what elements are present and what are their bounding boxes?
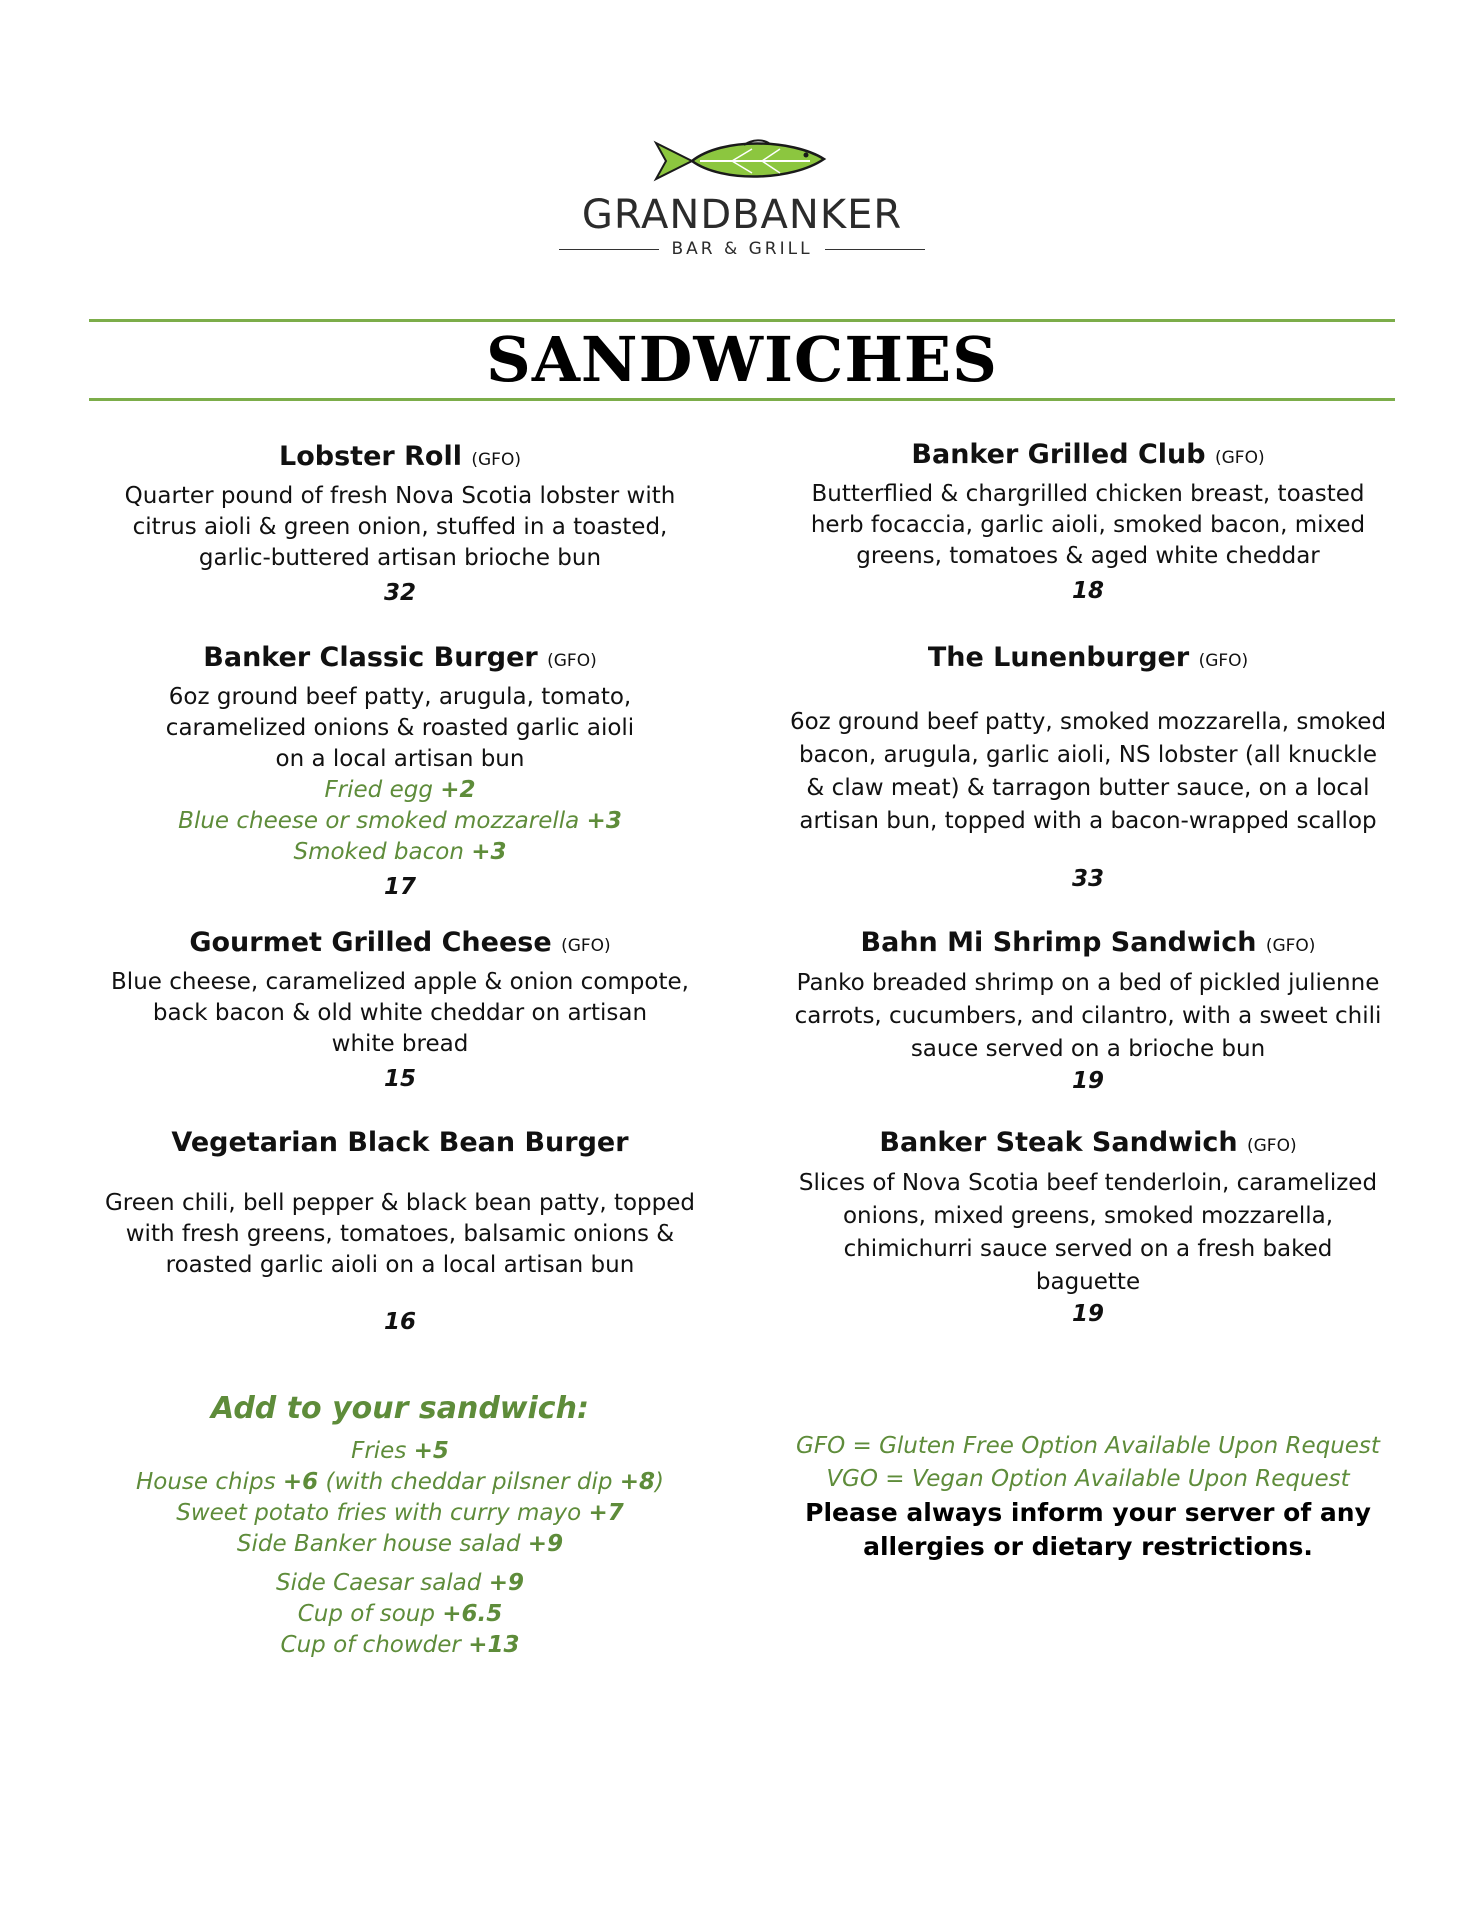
add-to-sandwich-section [100,1390,700,1661]
list-item: Sweet potato fries with curry mayo +7 [176,1500,624,1526]
top-divider [89,319,1395,322]
menu-item-lobster-roll [100,440,700,608]
menu-item-the-lunenburger [788,641,1388,894]
menu-item-banker-classic-burger [100,641,700,902]
vgo-note: VGO = Vegan Option Available Upon Request [826,1466,1350,1492]
item-price: 18 [1071,578,1104,604]
add-to-sandwich-list [100,1436,700,1661]
menu-item-gourmet-grilled-cheese [100,926,700,1094]
item-price: 16 [383,1309,416,1335]
subtitle-rule-right [825,249,925,250]
item-price: 19 [1071,1301,1104,1327]
brand-logo [0,135,1484,259]
bottom-divider [89,398,1395,401]
item-name: Lobster Roll (GFO) [279,441,521,472]
item-name: Banker Classic Burger (GFO) [203,642,597,673]
list-spacer [100,1560,700,1568]
subtitle-rule-left [559,249,659,250]
item-price: 19 [1071,1068,1104,1094]
fish-icon [652,135,832,187]
menu-item-banker-grilled-club [788,438,1388,606]
list-item: Cup of chowder +13 [280,1632,520,1658]
gfo-note: GFO = Gluten Free Option Available Upon Request [796,1433,1380,1459]
list-item: Fries +5 [351,1438,449,1464]
item-price: 17 [383,874,416,900]
item-price: 33 [1071,866,1104,892]
item-description: Green chili, bell pepper & black bean patty, topped with fresh greens, tomatoes, balsamic onions & roasted garlic aioli on a local artisan bun [104,1190,696,1278]
brand-subtitle [0,239,1484,259]
item-price: 32 [383,580,416,606]
section-title: SANDWICHES [486,323,998,396]
item-description: 6oz ground beef patty, arugula, tomato, caramelized onions & roasted garlic aioli on a local artisan bun [165,684,635,772]
list-item: Cup of soup +6.5 [297,1601,503,1627]
item-name: Bahn Mi Shrimp Sandwich (GFO) [860,927,1316,958]
item-description: Panko breaded shrimp on a bed of pickled julienne carrots, cucumbers, and cilantro, with a sweet chili sauce served on a brioche bun [794,970,1382,1062]
list-item: Side Banker house salad +9 [236,1531,564,1557]
add-to-sandwich-heading: Add to your sandwich: [211,1391,589,1426]
brand-name: GRANDBANKER [581,192,903,238]
list-item: House chips +6 (with cheddar pilsner dip +8) [135,1469,665,1495]
item-price: 15 [383,1066,416,1092]
item-description: 6oz ground beef patty, smoked mozzarella, smoked bacon, arugula, garlic aioli, NS lobster (all knuckle & claw meat) & tarragon butter sauce, on a local artisan bun, topped with a bacon-wrapped scallop [789,709,1387,834]
item-description: Butterflied & chargrilled chicken breast, toasted herb focaccia, garlic aioli, smoked bacon, mixed greens, tomatoes & aged white cheddar [810,481,1366,569]
dietary-notes [788,1430,1388,1564]
menu-item-vegetarian-black-bean-burger [100,1126,700,1337]
item-description: Blue cheese, caramelized apple & onion compote, back bacon & old white cheddar on artisan white bread [111,969,689,1057]
menu-item-banker-steak-sandwich [788,1126,1388,1329]
addon-fried-egg: Fried egg +2 [324,777,476,803]
allergy-notice-line-2: allergies or dietary restrictions. [863,1532,1313,1561]
menu-item-bahn-mi-shrimp-sandwich [788,926,1388,1096]
list-item: Side Caesar salad +9 [276,1570,524,1596]
addon-smoked-bacon: Smoked bacon +3 [293,839,507,865]
item-name: Gourmet Grilled Cheese (GFO) [189,927,611,958]
item-name: Vegetarian Black Bean Burger [171,1127,629,1158]
brand-subtitle-text: BAR & GRILL [671,239,813,259]
addon-blue-cheese: Blue cheese or smoked mozzarella +3 [178,808,622,834]
allergy-notice-line-1: Please always inform your server of any [805,1498,1371,1527]
item-name: Banker Steak Sandwich (GFO) [879,1127,1297,1158]
item-description: Slices of Nova Scotia beef tenderloin, caramelized onions, mixed greens, smoked mozzarella, chimichurri sauce served on a fresh baked baguette [798,1170,1378,1295]
item-name: Banker Grilled Club (GFO) [911,439,1265,470]
item-name: The Lunenburger (GFO) [927,642,1249,673]
item-description: Quarter pound of fresh Nova Scotia lobster with citrus aioli & green onion, stuffed in a toasted, garlic-buttered artisan brioche bun [124,483,676,571]
